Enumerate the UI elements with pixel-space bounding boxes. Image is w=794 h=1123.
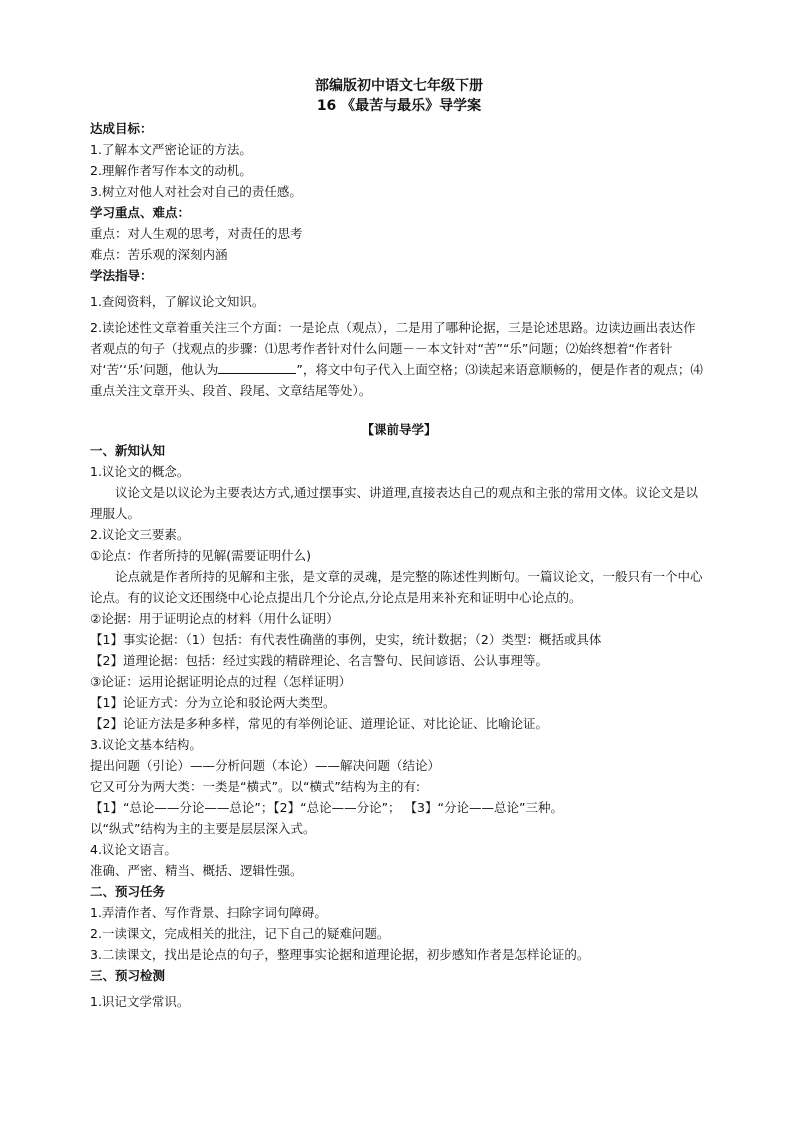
method-item-2-part1: 2.读论述性文章着重关注三个方面：一是论点（观点），二是用了哪种论据，三是论述思路。边读边画出表达作者观点的句子（找观点的步骤：⑴思考作者针对什么问题－－本文针对“苦”“乐”问题；⑵始终想着“作者针对‘苦’‘乐’问题，他认为	[90, 320, 696, 377]
concept-text: 议论文是以议论为主要表达方式,通过摆事实、讲道理,直接表达自己的观点和主张的常用文体。议论文是以理服人。	[90, 485, 698, 521]
part1-heading: 一、新知认知	[90, 443, 166, 458]
document-page	[90, 76, 708, 1012]
structure-heading: 3.议论文基本结构。	[90, 737, 202, 752]
evidence-reason: 【2】道理论据：包括：经过实践的精辟理论、名言警句、民间谚语、公认事理等。	[90, 653, 548, 668]
task-item-2: 2.一读课文，完成相关的批注，记下自己的疑难问题。	[90, 926, 390, 941]
argument-methods: 【2】论证方法是多种多样，常见的有举例论证、道理论证、对比论证、比喻论证。	[90, 716, 548, 731]
language-text: 准确、严密、精当、概括、逻辑性强。	[90, 863, 303, 878]
key-point: 重点：对人生观的思考，对责任的思考	[90, 226, 303, 241]
fill-blank	[218, 361, 296, 374]
thesis-heading: ①论点：作者所持的见解(需要证明什么)	[90, 548, 311, 563]
document-title: 部编版初中语文七年级下册	[315, 78, 483, 94]
thesis-text: 论点就是作者所持的见解和主张，是文章的灵魂，是完整的陈述性判断句。一篇议论文，一般只有一个中心论点。有的议论文还围绕中心论点提出几个分论点,分论点是用来补充和证明中心论点的。	[90, 569, 703, 605]
check-item-1: 1.识记文学常识。	[90, 994, 190, 1009]
elements-heading: 2.议论文三要素。	[90, 527, 190, 542]
structure-line-4: 以“纵式”结构为主的主要是层层深入式。	[90, 821, 316, 836]
lesson-title: 16 《最苦与最乐》导学案	[316, 98, 482, 114]
goal-item-1: 1.了解本文严密论证的方法。	[90, 142, 252, 157]
part3-heading: 三、预习检测	[90, 968, 166, 983]
method-item-2	[90, 317, 708, 401]
concept-heading: 1.议论文的概念。	[90, 464, 190, 479]
argument-heading: ③论证：运用论据证明论点的过程（怎样证明）	[90, 674, 352, 689]
task-item-1: 1.弄清作者、写作背景、扫除字词句障碍。	[90, 905, 327, 920]
method-item-1: 1.查阅资料，了解议论文知识。	[90, 294, 265, 309]
goals-heading: 达成目标：	[90, 121, 153, 136]
goal-item-3: 3.树立对他人对社会对自己的责任感。	[90, 184, 302, 199]
keypoints-heading: 学习重点、难点：	[90, 205, 191, 220]
task-item-3: 3.二读课文，找出是论点的句子，整理事实论据和道理论据，初步感知作者是怎样论证的。	[90, 947, 590, 962]
argument-mode: 【1】论证方式：分为立论和驳论两大类型。	[90, 695, 336, 710]
difficult-point: 难点：苦乐观的深刻内涵	[90, 247, 228, 262]
part2-heading: 二、预习任务	[90, 884, 166, 899]
structure-line-1: 提出问题（引论）——分析问题（本论）——解决问题（结论）	[90, 758, 441, 773]
method-heading: 学法指导：	[90, 268, 153, 283]
evidence-fact: 【1】事实论据：（1）包括：有代表性确凿的事例，史实，统计数据；（2）类型：概括或具体	[90, 632, 602, 647]
structure-line-3: 【1】“总论——分论——总论”；【2】“总论——分论”； 【3】“分论——总论”三种。	[90, 800, 563, 815]
evidence-heading: ②论据：用于证明论点的材料（用什么证明）	[90, 611, 339, 626]
language-heading: 4.议论文语言。	[90, 842, 177, 857]
structure-line-2: 它又可分为两大类：一类是“横式”。以“横式”结构为主的有:	[90, 779, 421, 794]
goal-item-2: 2.理解作者写作本文的动机。	[90, 163, 252, 178]
method-item-2-part2: ”，将文中句子代入上面空格；⑶读起来语意顺畅的，便是作者的观点；⑷重点关注文章开头、段首、段尾、文章结尾等处）。	[90, 362, 703, 398]
preview-section-title: 【课前导学】	[361, 422, 437, 437]
